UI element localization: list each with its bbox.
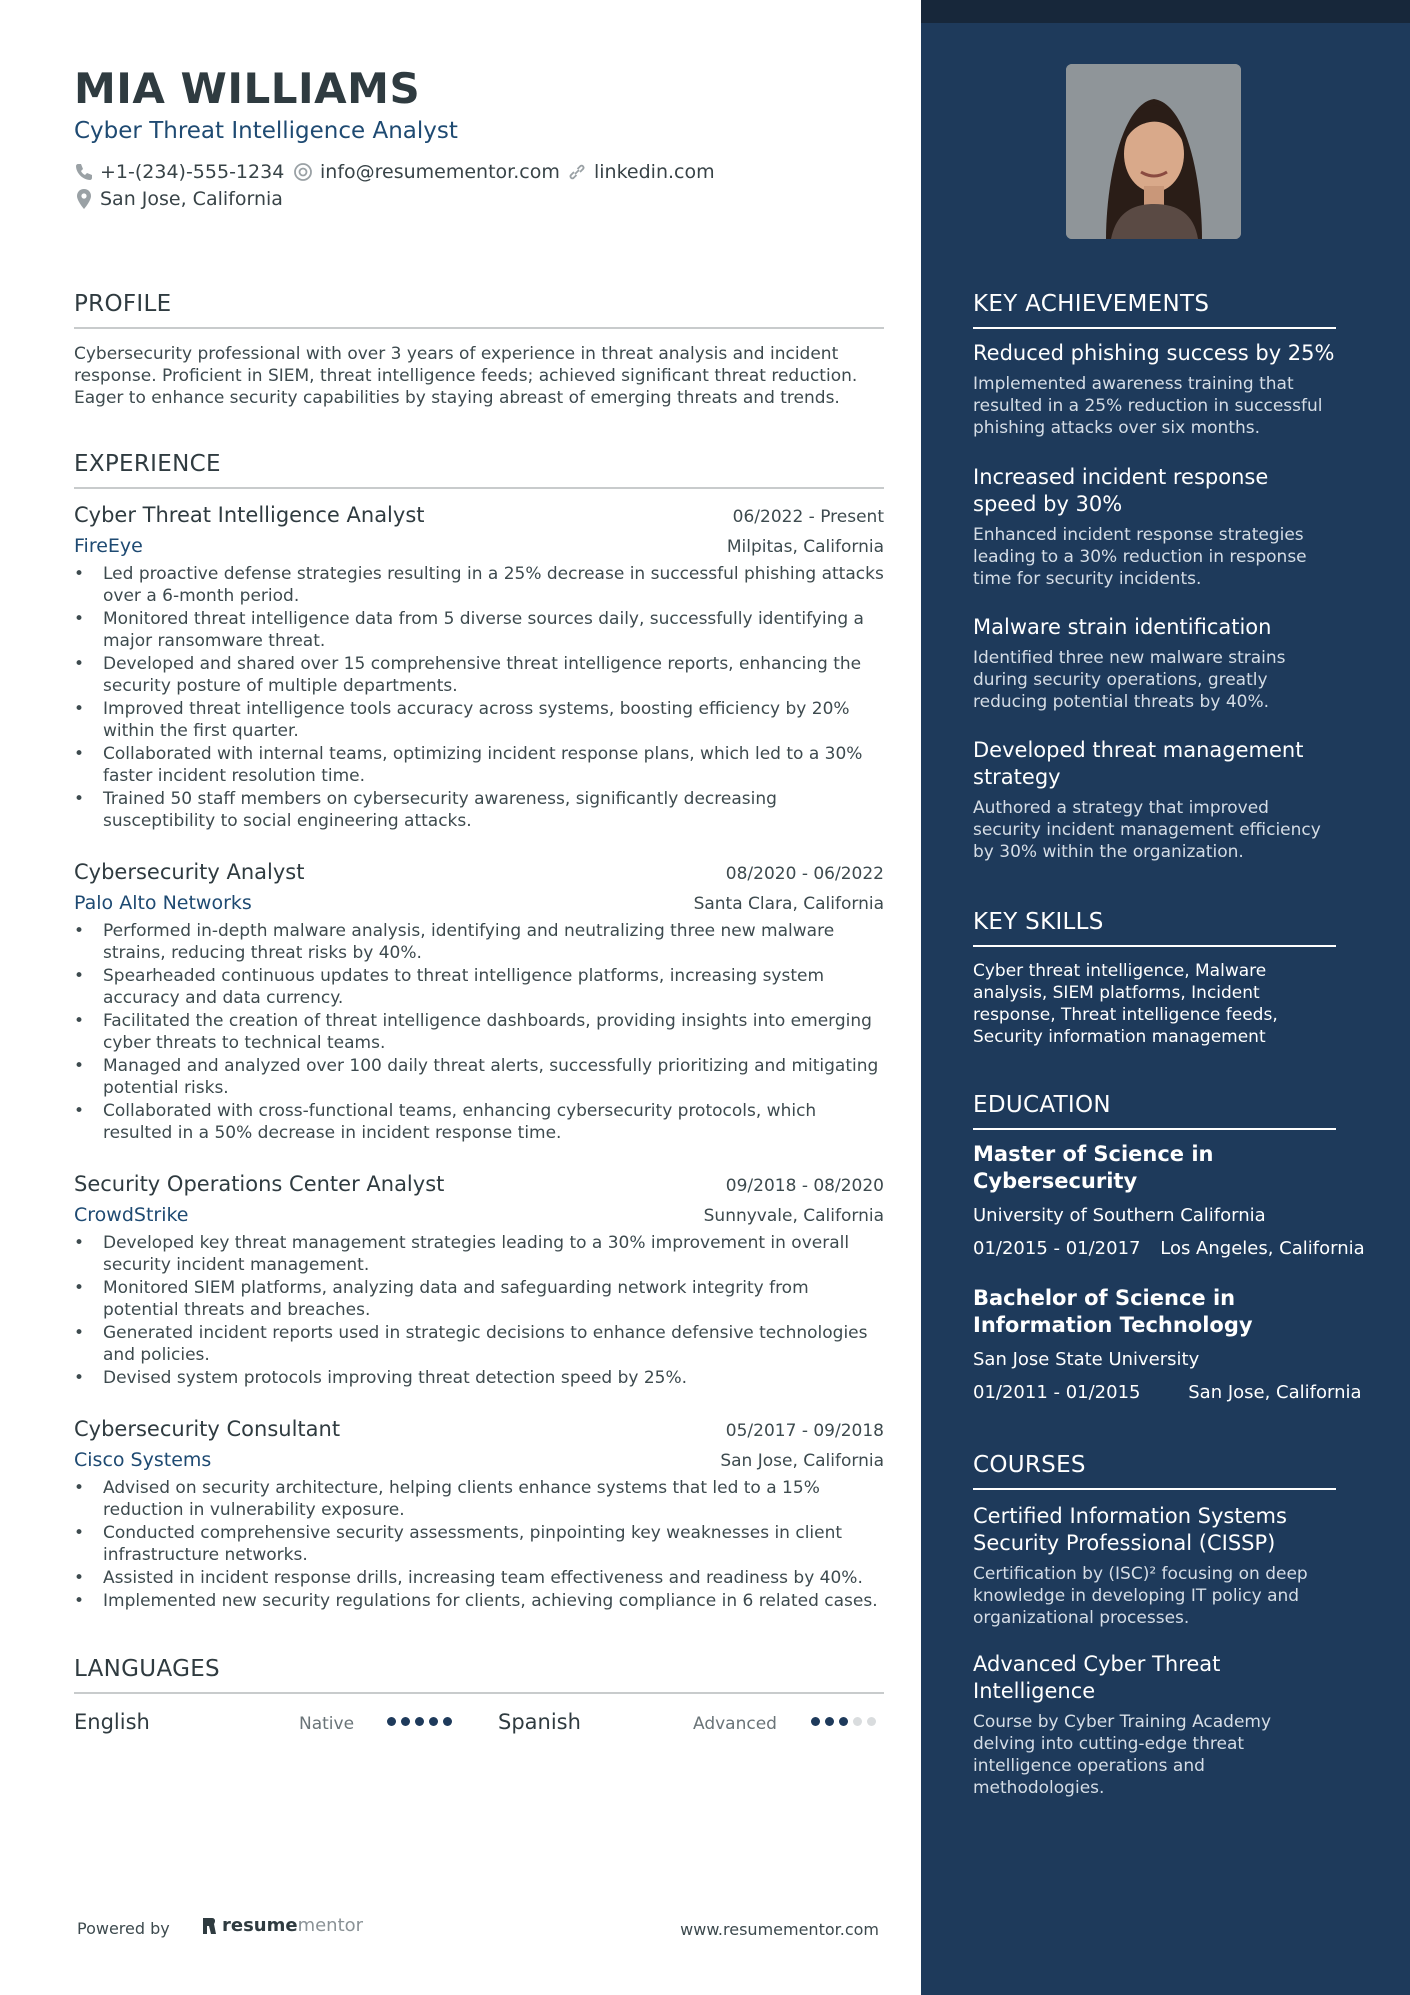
candidate-role: Cyber Threat Intelligence Analyst (74, 118, 458, 144)
candidate-name: MIA WILLIAMS (74, 64, 421, 113)
rating-dot (839, 1717, 848, 1726)
skills-text: Cyber threat intelligence, Malware analysis, SIEM platforms, Incident response, Threat intelligence feeds, Security information management (973, 961, 1278, 1047)
achievement-title: Malware strain identification (973, 615, 1272, 639)
job-company: FireEye (74, 535, 143, 557)
footer-url[interactable]: www.resumementor.com (680, 1920, 879, 1939)
job-title: Cyber Threat Intelligence Analyst (74, 503, 425, 527)
course-text: Certification by (ISC)² focusing on deep knowledge in developing IT policy and organizational processes. (973, 1564, 1308, 1628)
course-item (973, 1503, 1336, 1629)
job-bullets (74, 563, 884, 832)
rating-dot (825, 1717, 834, 1726)
course-title: Advanced Cyber Threat Intelligence (973, 1652, 1221, 1703)
language-level: Native (299, 1714, 355, 1734)
education-item (973, 1141, 1365, 1259)
job-dates: 06/2022 - Present (732, 507, 884, 527)
contact-location (74, 188, 283, 210)
job-bullets (74, 920, 884, 1144)
job-entry (74, 1417, 884, 1613)
job-location: Milpitas, California (726, 537, 884, 557)
courses-heading: COURSES (973, 1452, 1336, 1490)
job-title: Security Operations Center Analyst (74, 1172, 445, 1196)
profile-summary: Cybersecurity professional with over 3 years of experience in threat analysis and incident response. Proficient in SIEM, threat intelligence feeds; achieved significant threat reduction. Eager to enhance security capabilities by staying abreast of emerging threats and trends. (74, 344, 858, 408)
education-school: San Jose State University (973, 1349, 1200, 1370)
course-text: Course by Cyber Training Academy delving into cutting-edge threat intelligence operations and methodologies. (973, 1712, 1272, 1798)
achievement-item (973, 614, 1336, 713)
skills-block (973, 960, 1336, 1048)
footer-powered-by: Powered by (77, 1919, 170, 1938)
phone-icon (74, 162, 94, 182)
achievement-title: Increased incident response speed by 30% (973, 465, 1269, 516)
language-rating (387, 1717, 452, 1726)
bullet-item: • Implemented new security regulations for clients, achieving compliance in 6 related cases. (74, 1590, 884, 1612)
at-icon (292, 161, 314, 183)
languages-heading: LANGUAGES (74, 1656, 884, 1694)
linkedin-text: linkedin.com (594, 161, 715, 183)
bullet-item: • Assisted in incident response drills, increasing team effectiveness and readiness by 40%. (74, 1567, 884, 1589)
job-bullets (74, 1232, 884, 1389)
location-text: San Jose, California (100, 188, 283, 210)
contact-phone[interactable] (74, 161, 284, 183)
languages-row (74, 1708, 884, 1740)
location-pin-icon (74, 188, 94, 210)
resumementor-logo[interactable] (200, 1915, 363, 1936)
bullet-item: • Collaborated with cross-functional teams, enhancing cybersecurity protocols, which resulted in a 50% decrease in incident response time. (74, 1100, 884, 1144)
education-meta (973, 1382, 1362, 1403)
education-school: University of Southern California (973, 1205, 1266, 1226)
education-degree: Bachelor of Science in Information Technology (973, 1286, 1253, 1337)
education-location: San Jose, California (1188, 1382, 1362, 1403)
resumementor-logo-icon (200, 1916, 218, 1936)
logo-text-light: mentor (297, 1915, 364, 1936)
education-heading: EDUCATION (973, 1092, 1336, 1130)
achievement-item (973, 340, 1336, 439)
education-meta (973, 1238, 1365, 1259)
bullet-item: • Spearheaded continuous updates to threat intelligence platforms, increasing system accuracy and data currency. (74, 965, 884, 1009)
profile-heading: PROFILE (74, 291, 884, 329)
profile-photo (1066, 64, 1241, 239)
job-company: Cisco Systems (74, 1449, 212, 1471)
job-entry (74, 860, 884, 1145)
job-title: Cybersecurity Analyst (74, 860, 305, 884)
course-title: Certified Information Systems Security Professional (CISSP) (973, 1504, 1287, 1555)
achievement-text: Authored a strategy that improved security incident management efficiency by 30% within the organization. (973, 798, 1321, 862)
contact-linkedin[interactable] (566, 161, 715, 183)
bullet-item: • Developed and shared over 15 comprehensive threat intelligence reports, enhancing the security posture of multiple departments. (74, 653, 884, 697)
achievement-text: Identified three new malware strains during security operations, greatly reducing potential threats by 40%. (973, 648, 1286, 712)
job-location: Sunnyvale, California (703, 1206, 884, 1226)
bullet-item: • Trained 50 staff members on cybersecurity awareness, significantly decreasing susceptibility to social engineering attacks. (74, 788, 884, 832)
bullet-item: • Managed and analyzed over 100 daily threat alerts, successfully prioritizing and mitigating potential risks. (74, 1055, 884, 1099)
education-location: Los Angeles, California (1160, 1238, 1365, 1259)
language-name: Spanish (498, 1710, 581, 1734)
bullet-item: • Collaborated with internal teams, optimizing incident response plans, which led to a 30% faster incident resolution time. (74, 743, 884, 787)
job-dates: 05/2017 - 09/2018 (725, 1421, 884, 1441)
job-entry (74, 1172, 884, 1390)
achievement-title: Reduced phishing success by 25% (973, 341, 1335, 365)
bullet-item: • Generated incident reports used in strategic decisions to enhance defensive technologies and policies. (74, 1322, 884, 1366)
job-bullets (74, 1477, 884, 1612)
bullet-item: • Led proactive defense strategies resulting in a 25% decrease in successful phishing attacks over a 6-month period. (74, 563, 884, 607)
logo-text-bold: resume (222, 1915, 298, 1936)
bullet-item: • Monitored SIEM platforms, analyzing data and safeguarding network integrity from potential threats and breaches. (74, 1277, 884, 1321)
rating-dot (443, 1717, 452, 1726)
education-dates: 01/2015 - 01/2017 (973, 1238, 1141, 1259)
job-company: Palo Alto Networks (74, 892, 252, 914)
phone-text: +1-(234)-555-1234 (100, 161, 285, 183)
education-item (973, 1285, 1362, 1403)
job-location: Santa Clara, California (693, 894, 884, 914)
achievement-text: Enhanced incident response strategies leading to a 30% reduction in response time for security incidents. (973, 525, 1307, 589)
achievement-text: Implemented awareness training that resulted in a 25% reduction in successful phishing attacks over six months. (973, 374, 1323, 438)
link-icon (566, 161, 588, 183)
rating-dot (415, 1717, 424, 1726)
rating-dot (387, 1717, 396, 1726)
rating-dot (429, 1717, 438, 1726)
bullet-item: • Performed in-depth malware analysis, identifying and neutralizing three new malware strains, reducing threat risks by 40%. (74, 920, 884, 964)
language-name: English (74, 1710, 150, 1734)
achievement-title: Developed threat management strategy (973, 738, 1304, 789)
bullet-item: • Devised system protocols improving threat detection speed by 25%. (74, 1367, 884, 1389)
skills-heading: KEY SKILLS (973, 909, 1336, 947)
education-dates: 01/2011 - 01/2015 (973, 1382, 1141, 1403)
course-item (973, 1651, 1336, 1799)
bullet-item: • Monitored threat intelligence data from 5 diverse sources daily, successfully identifying a major ransomware threat. (74, 608, 884, 652)
bullet-item: • Improved threat intelligence tools accuracy across systems, boosting efficiency by 20% within the first quarter. (74, 698, 884, 742)
rating-dot (811, 1717, 820, 1726)
rating-dot (401, 1717, 410, 1726)
job-entry (74, 503, 884, 833)
rating-dot (867, 1717, 876, 1726)
rating-dot (853, 1717, 862, 1726)
sidebar-top-band (921, 0, 1410, 23)
achievements-heading: KEY ACHIEVEMENTS (973, 291, 1336, 329)
job-title: Cybersecurity Consultant (74, 1417, 341, 1441)
language-level: Advanced (693, 1714, 777, 1734)
bullet-item: • Conducted comprehensive security assessments, pinpointing key weaknesses in client infrastructure networks. (74, 1522, 884, 1566)
experience-heading: EXPERIENCE (74, 451, 884, 489)
achievement-item (973, 464, 1336, 590)
job-company: CrowdStrike (74, 1204, 189, 1226)
achievement-item (973, 737, 1336, 863)
portrait-image (1066, 64, 1241, 239)
contact-email[interactable] (292, 161, 560, 183)
email-text: info@resumementor.com (320, 161, 560, 183)
bullet-item: • Advised on security architecture, helping clients enhance systems that led to a 15% reduction in vulnerability exposure. (74, 1477, 884, 1521)
job-dates: 09/2018 - 08/2020 (725, 1176, 884, 1196)
language-rating (811, 1717, 876, 1726)
job-location: San Jose, California (720, 1451, 884, 1471)
education-degree: Master of Science in Cybersecurity (973, 1142, 1214, 1193)
bullet-item: • Facilitated the creation of threat intelligence dashboards, providing insights into emerging cyber threats to technical teams. (74, 1010, 884, 1054)
bullet-item: • Developed key threat management strategies leading to a 30% improvement in overall security incident management. (74, 1232, 884, 1276)
job-dates: 08/2020 - 06/2022 (725, 864, 884, 884)
